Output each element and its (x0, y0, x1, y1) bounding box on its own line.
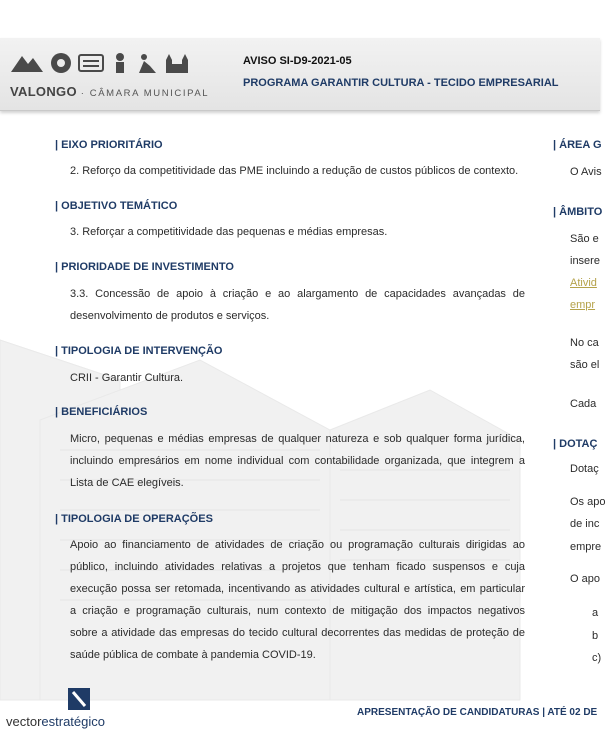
right-text-11: de inc (570, 518, 600, 530)
brand-part-estrategico: estratégico (41, 714, 105, 729)
section-text-beneficiarios-line-2: incluindo empresários em nome individual com contabilidade organizada, que integrem a (70, 455, 525, 467)
section-text-objetivo: 3. Reforçar a competitividade das pequenas e médias empresas. (70, 226, 388, 238)
person-icon (136, 52, 158, 74)
right-list-item-c: c) (592, 652, 602, 664)
brand-part-vector: vector (6, 714, 42, 729)
section-text-beneficiarios-line-1: Micro, pequenas e médias empresas de qualquer natureza e sob qualquer forma jurídica, (70, 433, 525, 445)
section-heading-tipologia-operacoes: | TIPOLOGIA DE OPERAÇÕES (55, 513, 213, 525)
section-heading-eixo: | EIXO PRIORITÁRIO (55, 139, 163, 151)
panel-icon (78, 52, 104, 74)
church-icon (164, 52, 190, 74)
figure-icon (110, 52, 130, 74)
section-text-operacoes-line-1: Apoio ao financiamento de atividades de criação ou programação culturais dirigidas ao (70, 539, 525, 551)
right-text-3: insere (570, 255, 600, 267)
notice-title: AVISO SI-D9-2021-05 (243, 55, 352, 67)
wheel-icon (50, 52, 72, 74)
right-text-10: Os apo (570, 496, 605, 508)
logo-wordmark: VALONGO (10, 84, 77, 99)
right-link-atividades[interactable]: Ativid (570, 277, 597, 289)
program-title: PROGRAMA GARANTIR CULTURA - TECIDO EMPRESARIAL (243, 77, 559, 89)
right-heading-dotacao: | DOTAÇ (553, 438, 598, 450)
section-text-tipologia-intervencao: CRII - Garantir Cultura. (70, 372, 184, 384)
section-heading-prioridade: | PRIORIDADE DE INVESTIMENTO (55, 261, 234, 273)
right-text-7: são el (570, 359, 600, 371)
footer-deadline-text: APRESENTAÇÃO DE CANDIDATURAS | ATÉ 02 DE (357, 707, 598, 718)
section-text-operacoes-line-3: execução possa ser retomada, incentivando as atividades cultural e artística, em particular (70, 583, 525, 595)
right-text-13: O apo (570, 573, 600, 585)
right-heading-ambito: | ÂMBITO (553, 206, 603, 218)
right-text-1: O Avis (570, 166, 602, 178)
section-heading-objetivo: | OBJETIVO TEMÁTICO (55, 200, 178, 212)
section-text-operacoes-line-2: público, incluindo atividades relativas a projetos que tenham ficado suspensos e cuja (70, 561, 525, 573)
section-heading-beneficiarios: | BENEFICIÁRIOS (55, 406, 148, 418)
section-text-beneficiarios-line-3: Lista de CAE elegíveis. (70, 477, 184, 489)
right-text-12: empre (570, 541, 602, 553)
section-text-operacoes-line-5: sobre a atividade das empresas do tecido cultural decorrentes das medidas de proteção de (70, 627, 525, 639)
section-text-operacoes-line-6: saúde pública de combate à pandemia COVID-19. (70, 649, 316, 661)
right-heading-area: | ÁREA G (553, 139, 602, 151)
section-heading-tipologia-intervencao: | TIPOLOGIA DE INTERVENÇÃO (55, 345, 223, 357)
document-header (0, 38, 600, 111)
right-list-item-b: b (592, 630, 599, 642)
valongo-logo-text (10, 84, 209, 99)
right-text-6: No ca (570, 337, 599, 349)
section-text-operacoes-line-4: a criação e programação culturais, num contexto de mitigação dos impactos negativos (70, 605, 525, 617)
section-text-prioridade-line-2: desenvolvimento de produtos e serviços. (70, 310, 270, 322)
section-text-eixo: 2. Reforço da competitividade das PME incluindo a redução de custos públicos de contexto. (70, 165, 519, 177)
right-list-item-a: a (592, 607, 599, 619)
right-text-8: Cada (570, 398, 597, 410)
section-text-prioridade-line-1: 3.3. Concessão de apoio à criação e ao alargamento de capacidades avançadas de (70, 288, 525, 300)
logo-subtitle: · CÂMARA MUNICIPAL (80, 88, 210, 99)
right-text-2: São e (570, 233, 599, 245)
mountain-icon (10, 52, 44, 74)
right-text-9: Dotaç (570, 463, 599, 475)
valongo-logo-icons (10, 52, 190, 74)
right-link-empresas[interactable]: empr (570, 299, 596, 311)
